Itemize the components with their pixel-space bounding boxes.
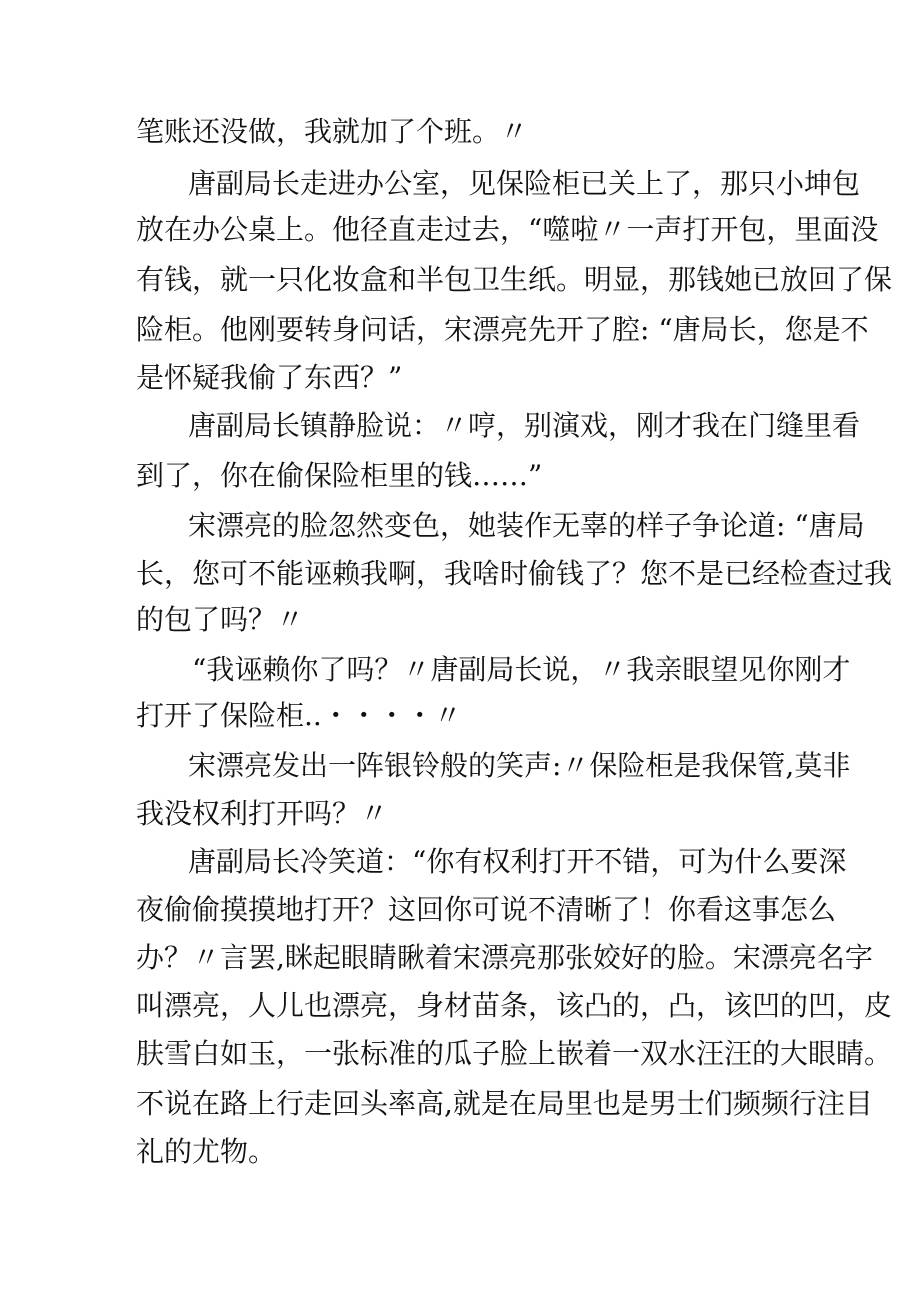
text-line: 礼的尤物。 [136,1135,277,1168]
text-line: 到了，你在偷保险柜里的钱……” [136,459,543,492]
text-line: 不说在路上行走回头率高,就是在局里也是男士们频频行注目 [136,1087,873,1120]
text-line: 长，您可不能诬赖我啊，我啥时偷钱了？您不是已经检查过我 [136,557,893,590]
text-line: 唐副局长走进办公室，见保险柜已关上了，那只小坤包 [188,167,861,200]
text-line: 肤雪白如玉，一张标准的瓜子脸上嵌着一双水汪汪的大眼睛。 [136,1037,893,1070]
text-line: 险柜。他刚要转身问话，宋漂亮先开了腔: “唐局长，您是不 [136,313,869,346]
text-line: 打开了保险柜..・・・・〃 [136,699,462,732]
text-line: 是怀疑我偷了东西？” [136,361,403,394]
text-line: 放在办公桌上。他径直走过去，“噬啦〃一声打开包，里面没 [136,213,879,246]
text-line: 叫漂亮，人儿也漂亮，身材苗条，该凸的，凸，该凹的凹，皮 [136,989,893,1022]
text-line: 宋漂亮的脸忽然变色，她装作无辜的样子争论道: “唐局 [188,509,865,542]
text-line: 笔账还没做，我就加了个班。〃 [136,115,529,148]
text-line: 宋漂亮发出一阵银铃般的笑声:〃保险柜是我保管,莫非 [188,749,851,782]
text-line: 的包了吗？〃 [136,603,305,636]
text-line: 唐副局长镇静脸说：〃哼，别演戏，刚才我在门缝里看 [188,409,861,442]
text-line: “我诬赖你了吗？〃唐副局长说，〃我亲眼望见你刚才 [192,653,851,686]
text-line: 夜偷偷摸摸地打开？这回你可说不清晰了！你看这事怎么 [136,893,837,926]
text-line: 办？〃言罢,眯起眼睛瞅着宋漂亮那张姣好的脸。宋漂亮名字 [136,941,873,974]
text-line: 有钱，就一只化妆盒和半包卫生纸。明显，那钱她已放回了保 [136,263,893,296]
text-line: 我没权利打开吗？〃 [136,797,389,830]
text-line: 唐副局长冷笑道：“你有权利打开不错，可为什么要深 [188,845,847,878]
